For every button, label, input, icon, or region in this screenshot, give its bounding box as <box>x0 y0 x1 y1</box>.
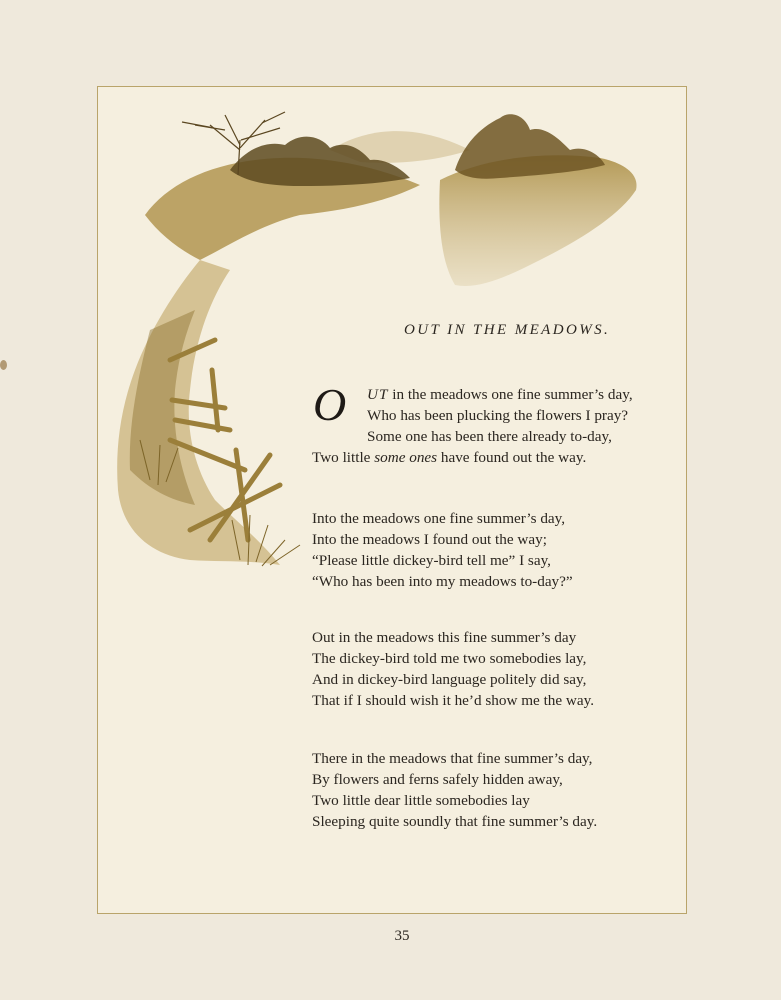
stanza-4-line-4: Sleeping quite soundly that fine summer’s day. <box>312 813 598 830</box>
stanza-1 <box>312 379 633 468</box>
stanza-2-line-2: Into the meadows I found out the way; <box>312 531 547 548</box>
drop-cap: O <box>313 379 347 430</box>
stanza-4-line-3: Two little dear little somebodies lay <box>312 792 530 809</box>
page-number: 35 <box>394 928 410 944</box>
stanza-3-line-1: Out in the meadows this fine summer’s day <box>312 629 577 646</box>
stanza-3 <box>312 627 594 711</box>
small-caps-text: UT <box>367 386 389 403</box>
stanza-2-line-3: “Please little dickey-bird tell me” I say, <box>312 552 551 569</box>
margin-spot <box>0 360 7 370</box>
stanza-2-line-4: “Who has been into my meadows to-day?” <box>312 573 573 590</box>
stanza-3-line-2: The dickey-bird told me two somebodies lay, <box>312 650 587 667</box>
stanza-4-line-2: By flowers and ferns safely hidden away, <box>312 771 563 788</box>
stanza-4-line-1: There in the meadows that fine summer’s day, <box>312 750 593 767</box>
stanza-4 <box>312 748 597 832</box>
line-text: in the meadows one fine summer’s day, <box>388 386 633 403</box>
stanza-2 <box>312 508 573 592</box>
line-text: have found out the way. <box>437 449 587 466</box>
stanza-1-line-3: Some one has been there already to-day, <box>367 428 612 445</box>
stanza-1-line-1 <box>312 384 633 405</box>
stanza-2-line-1: Into the meadows one fine summer’s day, <box>312 510 566 527</box>
line-text: Two little <box>312 449 375 466</box>
italic-text: some ones <box>374 449 438 466</box>
stanza-1-line-4 <box>312 447 633 468</box>
poem-title: OUT IN THE MEADOWS. <box>404 322 611 338</box>
stanza-3-line-4: That if I should wish it he’d show me the way. <box>312 692 595 709</box>
stanza-1-line-2: Who has been plucking the flowers I pray? <box>367 407 629 424</box>
stanza-3-line-3: And in dickey-bird language politely did say, <box>312 671 587 688</box>
